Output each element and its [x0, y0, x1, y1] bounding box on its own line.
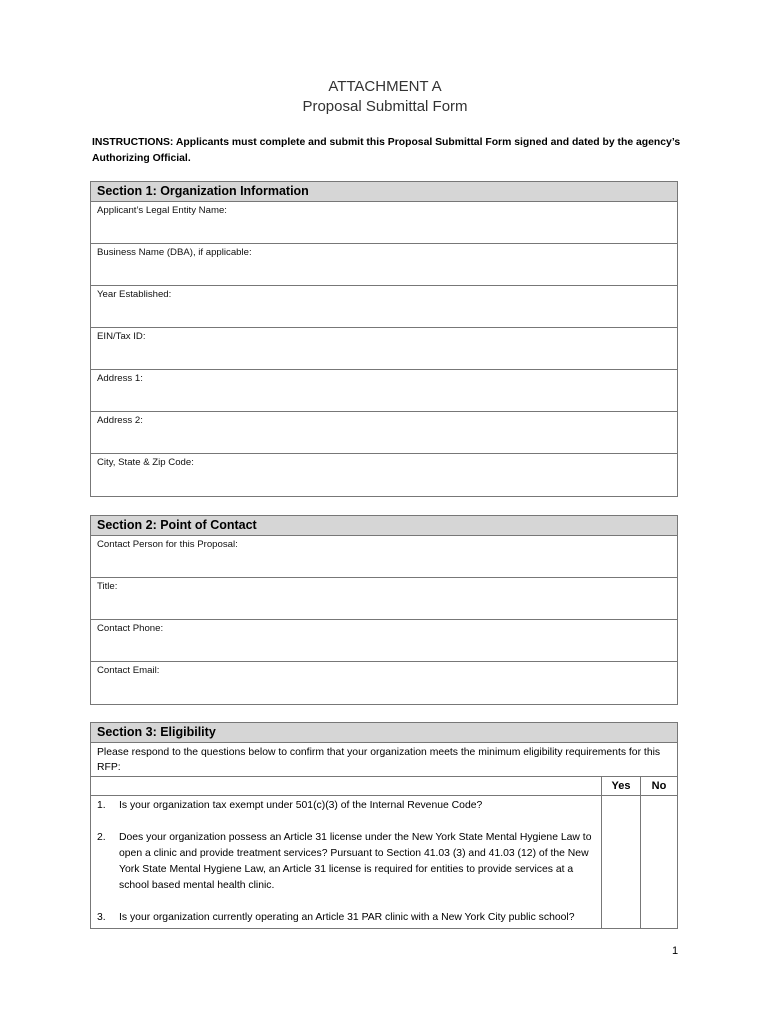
question-number: 1. — [97, 800, 106, 811]
eligibility-intro: Please respond to the questions below to confirm that your organization meets the minimum eligibility requirements for this RFP: — [91, 743, 677, 777]
no-column-header: No — [641, 777, 677, 796]
question-item — [97, 798, 597, 814]
question-item — [97, 830, 597, 894]
year-established-field[interactable]: Year Established: — [91, 286, 677, 328]
yes-column[interactable] — [601, 777, 640, 928]
business-name-field[interactable]: Business Name (DBA), if applicable: — [91, 244, 677, 286]
question-number: 3. — [97, 912, 106, 923]
legal-entity-name-field[interactable]: Applicant’s Legal Entity Name: — [91, 202, 677, 244]
contact-person-field[interactable]: Contact Person for this Proposal: — [91, 536, 677, 578]
question-text: Is your organization tax exempt under 501(c)(3) of the Internal Revenue Code? — [119, 800, 483, 811]
question-item — [97, 910, 597, 926]
eligibility-table — [91, 777, 677, 928]
contact-phone-field[interactable]: Contact Phone: — [91, 620, 677, 662]
question-number: 2. — [97, 832, 106, 843]
section-point-of-contact — [90, 515, 678, 705]
address-2-field[interactable]: Address 2: — [91, 412, 677, 454]
instructions: INSTRUCTIONS: Applicants must complete and submit this Proposal Submittal Form signed and dated by the agency’s Authorizing Official. — [92, 137, 681, 164]
address-1-field[interactable]: Address 1: — [91, 370, 677, 412]
ein-tax-id-field[interactable]: EIN/Tax ID: — [91, 328, 677, 370]
city-state-zip-field[interactable]: City, State & Zip Code: — [97, 457, 194, 468]
form-title: Proposal Submittal Form — [302, 98, 468, 115]
section-eligibility — [90, 722, 678, 929]
section-organization-information — [90, 181, 678, 497]
page-number: 1 — [672, 945, 679, 957]
title-field[interactable]: Title: — [91, 578, 677, 620]
contact-email-field[interactable]: Contact Email: — [97, 665, 160, 676]
attachment-label: ATTACHMENT A — [328, 78, 442, 95]
question-text: Does your organization possess an Article 31 license under the New York State Mental Hygiene Law to open a clinic and provide treatment services? Pursuant to Section 41.03 (3) and 41.03 (12) of the New York State Mental Hygiene Law, an Article 31 license is required for entities to provide services at a school based mental health clinic. — [119, 832, 592, 891]
no-column[interactable] — [640, 777, 677, 928]
question-list — [91, 796, 601, 928]
section-1-heading: Section 1: Organization Information — [91, 182, 677, 202]
section-3-heading: Section 3: Eligibility — [91, 723, 677, 743]
question-text: Is your organization currently operating an Article 31 PAR clinic with a New York City public school? — [119, 912, 575, 923]
yes-column-header: Yes — [602, 777, 640, 796]
questions-header-blank — [91, 777, 601, 796]
section-2-heading: Section 2: Point of Contact — [91, 516, 677, 536]
questions-column — [91, 777, 601, 928]
